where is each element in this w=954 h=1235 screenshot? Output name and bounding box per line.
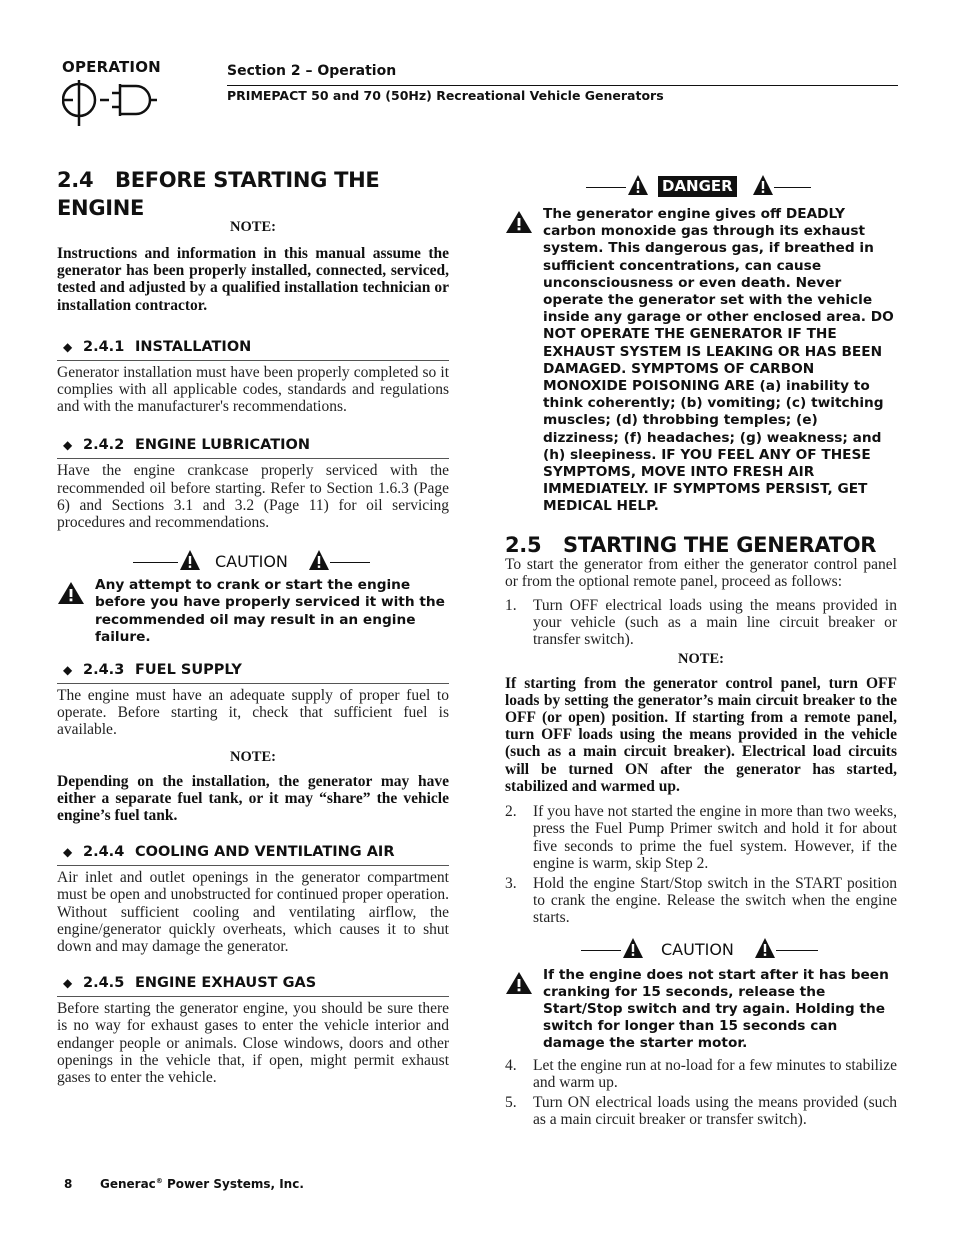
warning-icon xyxy=(57,581,85,605)
warning-icon xyxy=(752,174,774,196)
warning-icon xyxy=(505,210,533,234)
banner-line xyxy=(776,950,818,951)
warning-icon xyxy=(754,937,776,959)
section-2-4-title xyxy=(57,166,449,222)
danger-banner xyxy=(505,174,897,202)
warning-icon xyxy=(622,937,644,959)
diamond-icon: ◆ xyxy=(63,976,73,991)
subsection-2-4-1 xyxy=(57,337,449,361)
section-2-5-title xyxy=(505,531,897,559)
subsection-title: COOLING AND VENTILATING AIR xyxy=(135,844,395,861)
logo-label: OPERATION xyxy=(62,58,161,76)
caution-text: Any attempt to crank or start the engine before you have properly serviced it with the recommended oil may result in an engine failure. xyxy=(95,577,445,645)
warning-icon xyxy=(179,549,201,571)
caution-banner xyxy=(57,549,449,577)
list-item xyxy=(505,875,897,927)
subsection-2-4-4 xyxy=(57,842,449,866)
caution-box xyxy=(505,967,897,1053)
cooling-body: Air inlet and outlet openings in the generator compartment must be open and unobstructed for continued proper operation. Without sufficient cooling and ventilating airflow, the engine/generator quickly overheats, which causes it to shut down and may damage the generator. xyxy=(57,869,449,956)
subsection-number: 2.4.3 xyxy=(83,662,125,679)
step-number: 5. xyxy=(505,1093,517,1111)
list-item xyxy=(505,1057,897,1091)
caution-word: CAUTION xyxy=(661,939,734,959)
diamond-icon: ◆ xyxy=(63,845,73,860)
note-label: NOTE: xyxy=(230,748,276,765)
subsection-number: 2.4.1 xyxy=(83,338,125,355)
subsection-title: INSTALLATION xyxy=(135,338,252,355)
subsection-number: 2.4.5 xyxy=(83,975,125,992)
danger-text: The generator engine gives off DEADLY carbon monoxide gas through its exhaust system. This dangerous gas, if breathed in sufficient concentrations, can cause unconsciousness or even death. Never operate the generator set with the vehicle inside any garage or other enclosed area. DO NOT OPERATE THE GENERATOR IF THE EXHAUST SYSTEM IS LEAKING OR HAS BEEN DAMAGED. SYMPTOMS OF CARBON MONOXIDE POISONING ARE (a) inability to think coherently; (b) vomiting; (c) twitching muscles; (d) throbbing temples; (e) dizziness; (f) headaches; (g) weakness; and (h) sleepiness. IF YOU FEEL ANY OF THESE SYMPTOMS, MOVE INTO FRESH AIR IMMEDIATELY. IF SYMPTOMS PERSIST, GET MEDICAL HELP. xyxy=(543,206,894,515)
lubrication-body: Have the engine crankcase properly serviced with the recommended oil before starting. Refer to Section 1.6.3 (Page 6) and Sections 3.1 and 3.2 (Page 11) for oil servicing procedures and recommendations. xyxy=(57,462,449,532)
page-footer xyxy=(64,1177,304,1191)
step-number: 1. xyxy=(505,597,517,615)
note-text: If starting from the generator control panel, turn OFF loads by setting the generator’s main circuit breaker to the OFF (or open) position. If starting from a remote panel, turn OFF loads using the means provided in the vehicle (such as a main circuit breaker). Electrical load circuits will be turned ON after the generator has started, stabilized and warmed up. xyxy=(505,674,897,795)
subsection-title: FUEL SUPPLY xyxy=(135,662,242,679)
caution-text: If the engine does not start after it has been cranking for 15 seconds, release the Start/Stop switch and try again. Holding the switch for longer than 15 seconds can damage the starter motor. xyxy=(543,966,889,1052)
steps-list-c xyxy=(505,1057,897,1129)
steps-list-a xyxy=(505,597,897,649)
step-number: 2. xyxy=(505,803,517,821)
subsection-title: ENGINE EXHAUST GAS xyxy=(135,975,317,992)
header-rule xyxy=(227,85,898,86)
step-number: 3. xyxy=(505,874,517,892)
step-text: Turn ON electrical loads using the means provided (such as a main circuit breaker or transfer switch). xyxy=(533,1093,897,1129)
footer-company: Generac xyxy=(100,1177,156,1191)
subsection-title: ENGINE LUBRICATION xyxy=(135,437,311,454)
danger-word: DANGER xyxy=(658,176,737,197)
right-column xyxy=(505,166,897,1128)
list-item xyxy=(505,1094,897,1128)
operation-logo xyxy=(62,58,161,76)
caution-word: CAUTION xyxy=(215,552,288,572)
step-text: Let the engine run at no-load for a few minutes to stabilize and warm up. xyxy=(533,1056,897,1091)
note-label: NOTE: xyxy=(230,219,276,235)
step-text: Hold the engine Start/Stop switch in the START position to crank the engine. Release the switch when the engine starts. xyxy=(533,874,897,927)
subsection-2-4-2 xyxy=(57,435,449,459)
section-number: 2.5 xyxy=(505,532,542,557)
header-section: Section 2 – Operation xyxy=(227,63,397,79)
step-text: If you have not started the engine in more than two weeks, press the Fuel Pump Primer switch and hold it for about five seconds to prime the fuel system. However, if the engine is warm, skip Step 2. xyxy=(533,803,897,872)
caution-box xyxy=(57,577,449,646)
step-text: Turn OFF electrical loads using the means provided in your vehicle (such as a main line circuit breaker or transfer switch). xyxy=(533,597,897,649)
banner-line xyxy=(133,562,178,563)
list-item xyxy=(505,803,897,872)
list-item xyxy=(505,597,897,649)
warning-icon xyxy=(627,174,649,196)
footer-company-rest: Power Systems, Inc. xyxy=(162,1177,304,1191)
banner-line xyxy=(586,187,626,188)
note-text: Depending on the installation, the generator may have either a separate fuel tank, or it may “share” the vehicle engine’s fuel tank. xyxy=(57,772,449,825)
subsection-2-4-3 xyxy=(57,660,449,684)
plug-icon xyxy=(62,78,157,130)
registered-mark: ® xyxy=(155,1177,163,1185)
banner-line xyxy=(774,187,811,188)
caution-banner xyxy=(505,937,897,965)
section-title: STARTING THE GENERATOR xyxy=(563,532,877,557)
step-number: 4. xyxy=(505,1056,517,1074)
section-number: 2.4 xyxy=(57,168,94,192)
diamond-icon: ◆ xyxy=(63,438,73,453)
subsection-number: 2.4.2 xyxy=(83,437,125,454)
steps-list-b xyxy=(505,803,897,926)
page-number: 8 xyxy=(64,1177,73,1191)
diamond-icon: ◆ xyxy=(63,663,73,678)
installation-body: Generator installation must have been properly completed so it complies with all applicable codes, standards and regulations and with the manufacturer's recommendations. xyxy=(57,363,449,416)
subsection-2-4-5 xyxy=(57,973,449,997)
section-title: BEFORE STARTING THE ENGINE xyxy=(57,168,380,220)
diamond-icon: ◆ xyxy=(63,339,73,354)
note-label: NOTE: xyxy=(678,650,724,667)
left-column xyxy=(57,166,449,1086)
warning-icon xyxy=(308,549,330,571)
exhaust-body: Before starting the generator engine, you should be sure there is no way for exhaust gases to enter the vehicle interior and endanger people or animals. Close windows, doors and other openings in the vehicle that, if open, might permit exhaust gases to enter the vehicle. xyxy=(57,1000,449,1087)
intro-body: To start the generator from either the generator control panel or from the optional remote panel, proceed as follows: xyxy=(505,555,897,590)
note-text: Instructions and information in this manual assume the generator has been properly installed, connected, serviced, tested and adjusted by a qualified installation technician or installation contractor. xyxy=(57,245,449,314)
fuel-body: The engine must have an adequate supply of proper fuel to operate. Before starting it, check that sufficient fuel is available. xyxy=(57,687,449,739)
banner-line xyxy=(581,950,621,951)
subsection-number: 2.4.4 xyxy=(83,844,125,861)
danger-box xyxy=(505,206,897,516)
warning-icon xyxy=(505,971,533,995)
banner-line xyxy=(330,562,370,563)
header-subtitle: PRIMEPACT 50 and 70 (50Hz) Recreational Vehicle Generators xyxy=(227,88,664,103)
